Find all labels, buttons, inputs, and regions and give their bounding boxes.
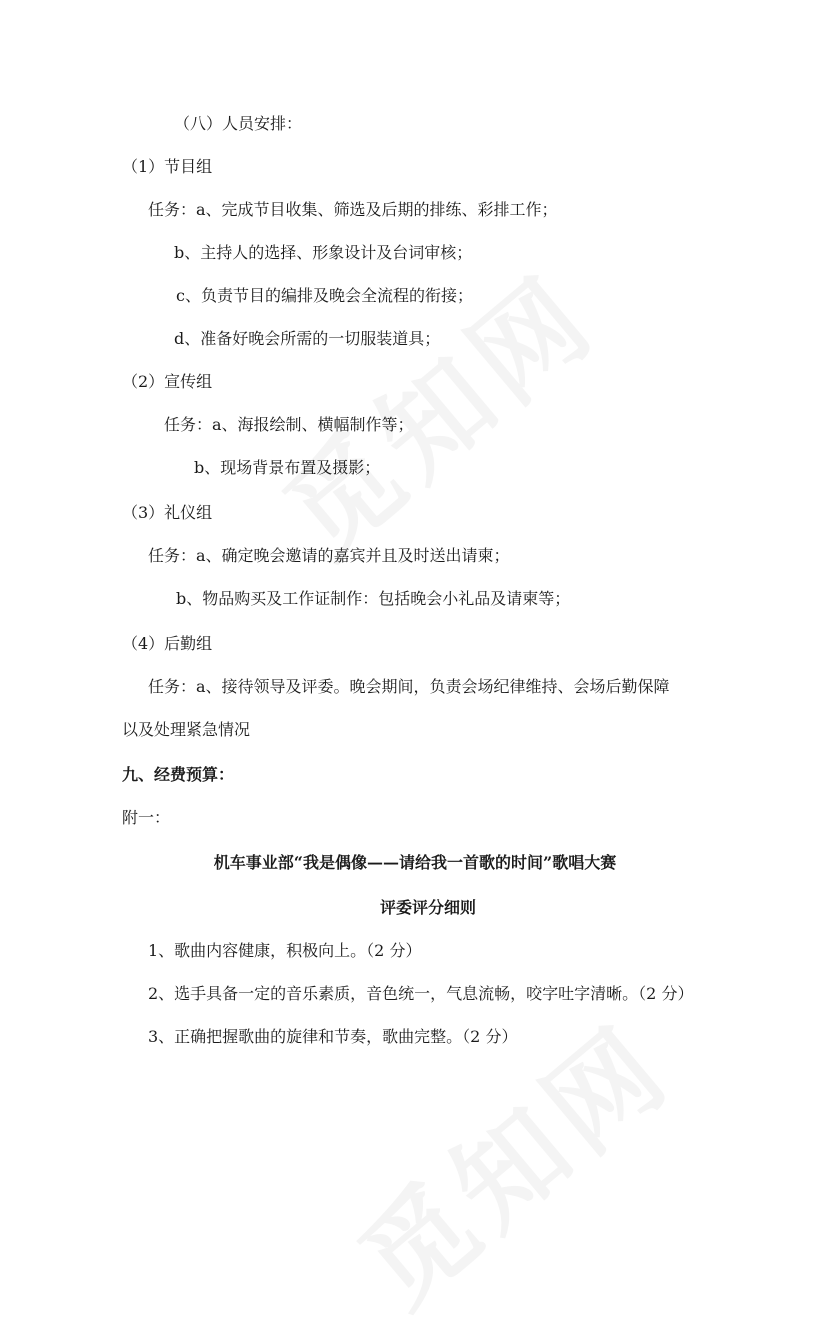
section-heading-budget: 九、经费预算：: [122, 765, 235, 784]
appendix-label: 附一：: [122, 808, 171, 827]
task-line: 任务：a、接待领导及评委。晚会期间，负责会场纪律维持、会场后勤保障: [148, 677, 670, 696]
group-heading-program: （1）节目组: [122, 157, 213, 176]
group-heading-publicity: （2）宣传组: [122, 372, 213, 391]
task-line: 任务：a、海报绘制、横幅制作等；: [164, 415, 414, 434]
task-line: d、准备好晚会所需的一切服装道具；: [174, 329, 441, 348]
rule-item: 1、歌曲内容健康，积极向上。（2 分）: [148, 941, 422, 960]
task-line: b、物品购买及工作证制作：包括晚会小礼品及请柬等；: [176, 589, 571, 608]
task-line: 任务：a、确定晚会邀请的嘉宾并且及时送出请柬；: [148, 546, 510, 565]
task-line: b、主持人的选择、形象设计及台词审核；: [174, 243, 473, 262]
group-heading-etiquette: （3）礼仪组: [122, 503, 213, 522]
task-line: c、负责节目的编排及晚会全流程的衔接；: [176, 286, 473, 305]
task-line-continued: 以及处理紧急情况: [122, 720, 251, 739]
group-heading-logistics: （4）后勤组: [122, 634, 213, 653]
rule-item: 3、正确把握歌曲的旋律和节奏，歌曲完整。（2 分）: [148, 1027, 518, 1046]
task-line: 任务：a、完成节目收集、筛选及后期的排练、彩排工作；: [148, 200, 558, 219]
task-line: b、现场背景布置及摄影；: [194, 458, 381, 477]
section-heading-staffing: （八）人员安排：: [174, 114, 303, 133]
appendix-subtitle: 评委评分细则: [380, 898, 477, 917]
appendix-title: 机车事业部“我是偶像——请给我一首歌的时间”歌唱大赛: [213, 853, 617, 872]
rule-item: 2、选手具备一定的音乐素质，音色统一，气息流畅，咬字吐字清晰。（2 分）: [148, 984, 694, 1003]
